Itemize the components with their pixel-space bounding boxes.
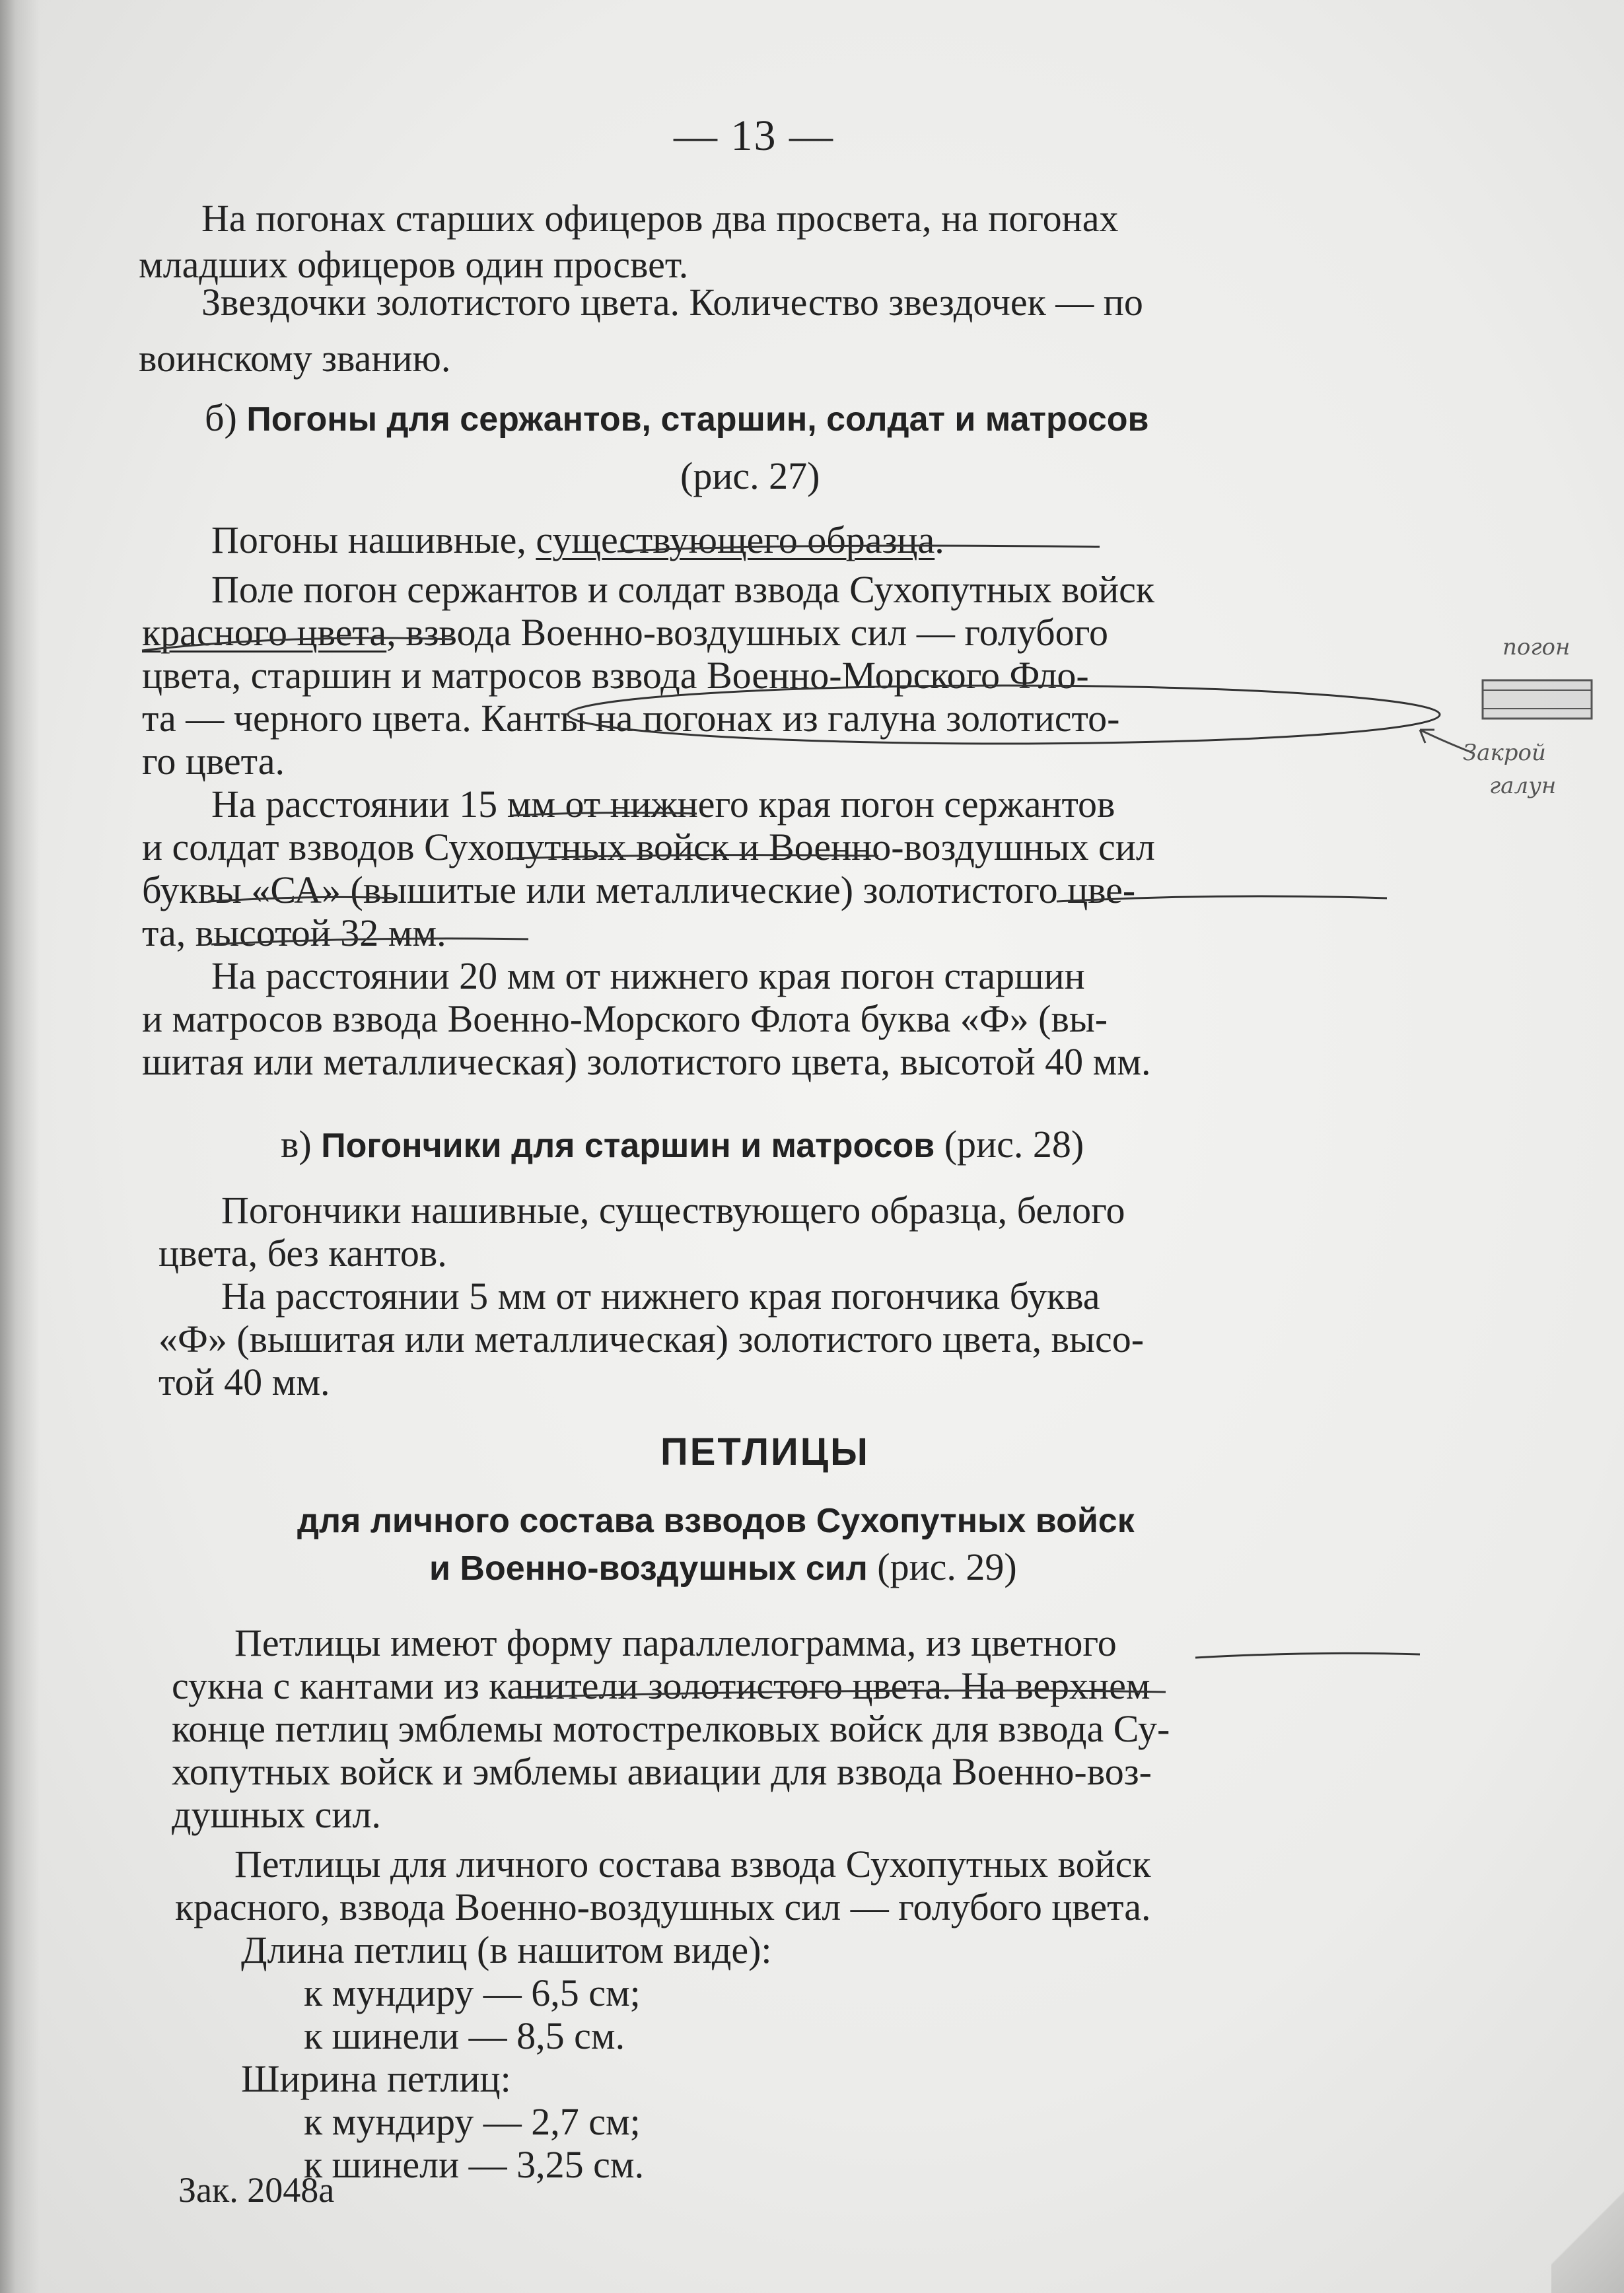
- section-b-para3-line3: буквы «СА» (вышитые или металлические) золотистого цве-: [142, 868, 1136, 911]
- petlitsy-para1-line2: сукна с кантами из канители золотистого цвета. На верхнем: [172, 1664, 1150, 1707]
- section-title: ПЕТЛИЦЫ: [660, 1430, 870, 1473]
- pencil-underline: [512, 855, 878, 859]
- pencil-underline: [142, 638, 452, 651]
- petlitsy-para2-line2: красного, взвода Военно-воздушных сил — голубого цвета.: [175, 1886, 1151, 1928]
- pencil-underline: [211, 938, 528, 944]
- width-greatcoat: к шинели — 3,25 см.: [304, 2143, 645, 2186]
- pencil-underline: [618, 546, 1100, 551]
- section-b-figure-ref: (рис. 27): [680, 454, 820, 497]
- para2-line1: Звездочки золотистого цвета. Количество звездочек — по: [201, 281, 1143, 324]
- shoulder-strap-sketch: [1483, 680, 1592, 719]
- pencil-underline: [512, 813, 697, 816]
- page-number: — 13 —: [674, 112, 834, 160]
- margin-note-bottom-2: галун: [1489, 773, 1557, 799]
- print-order-number: Зак. 2048а: [178, 2170, 335, 2210]
- length-uniform: к мундиру — 6,5 см;: [304, 1971, 641, 2014]
- section-v-figure-ref: (рис. 28): [944, 1123, 1084, 1166]
- section-b-para2-line1: Поле погон сержантов и солдат взвода Сухопутных войск: [211, 568, 1155, 611]
- section-v-para1-line1: Погончики нашивные, существующего образца, белого: [221, 1189, 1125, 1232]
- petlitsy-para1-line3: конце петлиц эмблемы мотострелковых войск для взвода Су-: [172, 1707, 1170, 1750]
- underlined-phrase: существующего образца: [536, 518, 935, 561]
- section-v-para2-line2: «Ф» (вышитая или металлическая) золотистого цвета, высо-: [159, 1318, 1145, 1360]
- pencil-underline: [1195, 1653, 1420, 1658]
- section-v-para1-line2: цвета, без кантов.: [159, 1232, 447, 1275]
- section-b-para4-line2: и матросов взвода Военно-Морского Флота буква «Ф» (вы-: [142, 997, 1108, 1040]
- margin-note-top: погон: [1502, 634, 1571, 660]
- length-label: Длина петлиц (в нашитом виде):: [241, 1928, 772, 1971]
- pencil-underline: [515, 1691, 1166, 1697]
- para2-line2: воинскому званию.: [139, 337, 451, 380]
- petlitsy-para1-line1: Петлицы имеют форму параллелограмма, из цветного: [234, 1621, 1117, 1664]
- section-b-para2-line5: го цвета.: [142, 740, 285, 783]
- pencil-underline: [1057, 896, 1387, 901]
- section-v-label: в): [281, 1123, 312, 1166]
- section-b-label: б): [205, 396, 237, 439]
- length-greatcoat: к шинели — 8,5 см.: [304, 2014, 625, 2057]
- section-b-para4-line3: шитая или металлическая) золотистого цвета, высотой 40 мм.: [142, 1040, 1151, 1083]
- petlitsy-subtitle-line2: и Военно-воздушных сил (рис. 29): [429, 1545, 1017, 1588]
- section-v-para2-line3: той 40 мм.: [159, 1360, 330, 1403]
- section-b-para1: Погоны нашивные, существующего образца.: [211, 518, 944, 561]
- section-b-para3-line2: и солдат взводов Сухопутных войск и Военно-воздушных сил: [142, 826, 1155, 868]
- section-v-title: Погончики для старшин и матросов: [321, 1127, 935, 1165]
- underlined-phrase: красного цвета: [142, 611, 387, 654]
- pencil-circle: [568, 686, 1440, 744]
- section-b-title: Погоны для сержантов, старшин, солдат и матросов: [246, 400, 1149, 439]
- section-b-para4-line1: На расстоянии 20 мм от нижнего края погон старшин: [211, 954, 1085, 997]
- section-b-para3-line1: На расстоянии 15 мм от нижнего края погон сержантов: [211, 783, 1115, 826]
- section-v-para2-line1: На расстоянии 5 мм от нижнего края погончика буква: [221, 1275, 1100, 1318]
- pencil-underline: [208, 897, 396, 901]
- section-b-para2-line3: цвета, старшин и матросов взвода Военно-Морского Фло-: [142, 654, 1089, 697]
- section-b-para2-line4: та — черного цвета. Канты на погонах из галуна золотисто-: [142, 697, 1120, 740]
- petlitsy-para1-line5: душных сил.: [172, 1793, 381, 1836]
- petlitsy-subtitle-line1: для личного состава взводов Сухопутных войск: [297, 1502, 1135, 1540]
- width-label: Ширина петлиц:: [241, 2057, 511, 2100]
- para1-line1: На погонах старших офицеров два просвета, на погонах: [201, 197, 1119, 240]
- petlitsy-figure-ref: (рис. 29): [877, 1545, 1017, 1588]
- para1-line2: младших офицеров один просвет.: [139, 243, 689, 286]
- section-b-para2-line2: красного цвета, взвода Военно-воздушных сил — голубого: [142, 611, 1108, 654]
- margin-note-bottom-1: Закрой: [1463, 740, 1546, 766]
- petlitsy-para1-line4: хопутных войск и эмблемы авиации для взвода Военно-воз-: [172, 1750, 1152, 1793]
- width-uniform: к мундиру — 2,7 см;: [304, 2100, 641, 2143]
- section-b-para3-line4: та, высотой 32 мм.: [142, 911, 446, 954]
- petlitsy-para2-line1: Петлицы для личного состава взвода Сухопутных войск: [234, 1843, 1151, 1886]
